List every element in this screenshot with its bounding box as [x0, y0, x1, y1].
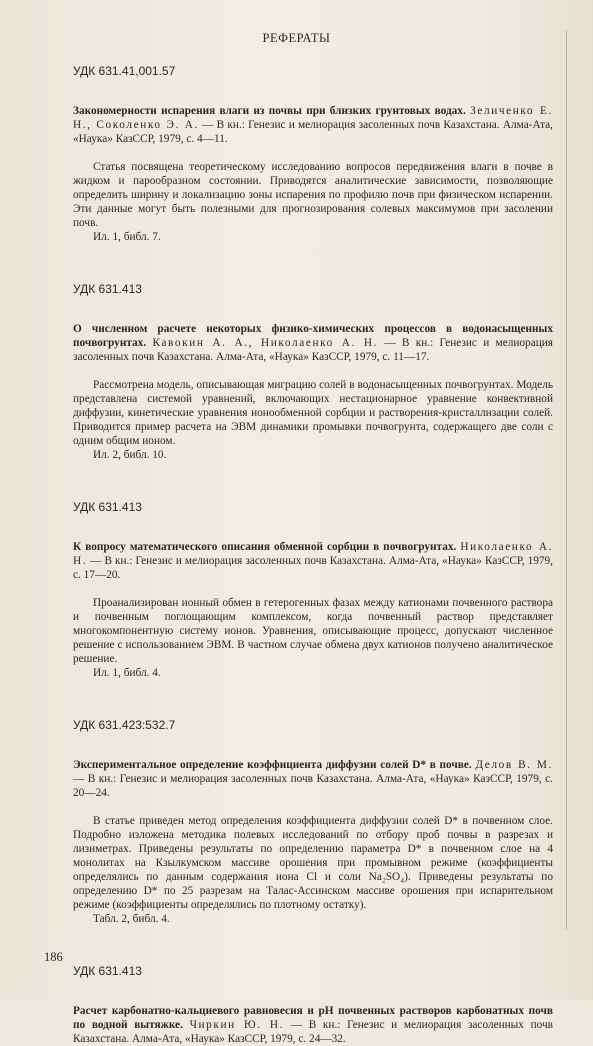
citation — [73, 322, 553, 364]
citation — [73, 540, 553, 582]
abstract-text: Рассмотрена модель, описывающая миграцию солей в водонасыщенных почвогрунтах. Модель представлена системой уравнений, включающих нестационарное уравнение конвективной диффузии, кинетические уравнения ионообменной сорбции и растворения-кристаллизации солей. Приводится пример расчета на ЭВМ динамики промывки почвогрунта, содержащего две соли с одним общим ионом. — [73, 379, 553, 447]
article-title: Расчет карбонатно-кальциевого равновесия и pH почвенных растворов карбонатных почв по водной вытяжке. — [73, 1005, 553, 1031]
article-authors: Кавокин А. А., Николаенко А. Н. — [152, 337, 379, 349]
citation — [73, 758, 553, 800]
illustrations-note: Ил. 2, библ. 10. — [93, 449, 167, 461]
illustrations-note: Ил. 1, библ. 7. — [93, 231, 161, 243]
article-title: К вопросу математического описания обменной сорбции в почвогрунтах. — [73, 541, 457, 553]
citation — [73, 104, 553, 146]
abstracts-column — [73, 64, 553, 1046]
article-authors: Николаенко А. Н. — [73, 541, 554, 567]
udk-code: УДК 631.413 — [73, 282, 142, 296]
illustrations-note: Табл. 2, библ. 4. — [93, 913, 170, 925]
abstract-entry — [73, 964, 553, 1046]
article-title: О численном расчете некоторых физико-химических процессов в водонасыщенных почвогрунтах. — [73, 323, 553, 349]
article-source: — В кн.: Генезис и мелиорация засоленных почв Казахстана. Алма-Ата, «Наука» КазССР, 1979, с. 4—11. — [73, 119, 553, 145]
udk-code: УДК 631.413 — [73, 964, 142, 978]
abstract-text: Проанализирован ионный обмен в гетерогенных фазах между катионами почвенного раствора и почвенным поглощающим комплексом, когда почвенный раствор представляет многокомпонентную систему ионов. Уравнения, описывающие процесс, допускают численное решение с использованием ЭВМ. В частном случае обмена двух катионов получено аналитическое решение. — [73, 597, 553, 665]
udk-code: УДК 631.413 — [73, 500, 142, 514]
udk-code: УДК 631.41,001.57 — [73, 64, 176, 78]
abstract-entry — [73, 500, 553, 680]
article-source: — В кн.: Генезис и мелиорация засоленных почв Казахстана. Алма-Ата, «Наука» КазССР, 1979, с. 20—24. — [73, 773, 553, 799]
article-title: Экспериментальное определение коэффициента диффузии солей D* в почве. — [73, 759, 472, 771]
page-header: РЕФЕРАТЫ — [262, 31, 331, 45]
abstract-text: В статье приведен метод определения коэффициента диффузии солей D* в почвенном слое. Подробно изложена методика полевых исследований по отбору проб почвы в разрезах и лизиметрах. Приведены результаты по определению параметра D* в почвенном слое на 4 монолитах на Кзылкумском массиве орошения при промывном режиме (коэффициенты определялись по данным содержания иона Cl и соли Na₂SO₄). Приведены результаты по определению D* по 25 разрезам на Талас-Ассинском массиве орошения при испарительном режиме (коэффициенты определялись по плотному остатку). — [73, 815, 553, 911]
page-edge-shadow — [566, 30, 567, 930]
udk-code: УДК 631.423:532.7 — [73, 718, 176, 732]
illustrations-note: Ил. 1, библ. 4. — [93, 667, 161, 679]
abstract-entry — [73, 64, 553, 244]
abstract-entry — [73, 282, 553, 462]
page-number: 186 — [44, 950, 63, 964]
citation — [73, 1004, 553, 1046]
article-title: Закономерности испарения влаги из почвы при близких грунтовых водах. — [73, 105, 466, 117]
abstract-text: Статья посвящена теоретическому исследованию вопросов передвижения влаги в почве в жидком и парообразном состоянии. Приводятся аналитические зависимости, позволяющие определить ширину и локализацию зоны испарения по профилю почв при физическом испарении. Эти данные могут быть полезными для прогнозирования солевых максимумов при засолении почв. — [73, 161, 553, 229]
article-source: — В кн.: Генезис и мелиорация засоленных почв Казахстана. Алма-Ата, «Наука» КазССР, 1979, с. 11—17. — [73, 337, 553, 363]
abstract-entry — [73, 718, 553, 926]
article-source: — В кн.: Генезис и мелиорация засоленных почв Казахстана. Алма-Ата, «Наука» КазССР, 1979, с. 17—20. — [73, 555, 553, 581]
article-source: — В кн.: Генезис и мелиорация засоленных почв Казахстана. Алма-Ата, «Наука» КазССР, 1979, с. 24—32. — [73, 1019, 553, 1045]
article-authors: Чиркин Ю. Н. — [189, 1019, 285, 1031]
article-authors: Делов В. М. — [475, 759, 553, 771]
article-authors: Зеличенко Е. Н., Соколенко Э. А. — [73, 105, 553, 131]
